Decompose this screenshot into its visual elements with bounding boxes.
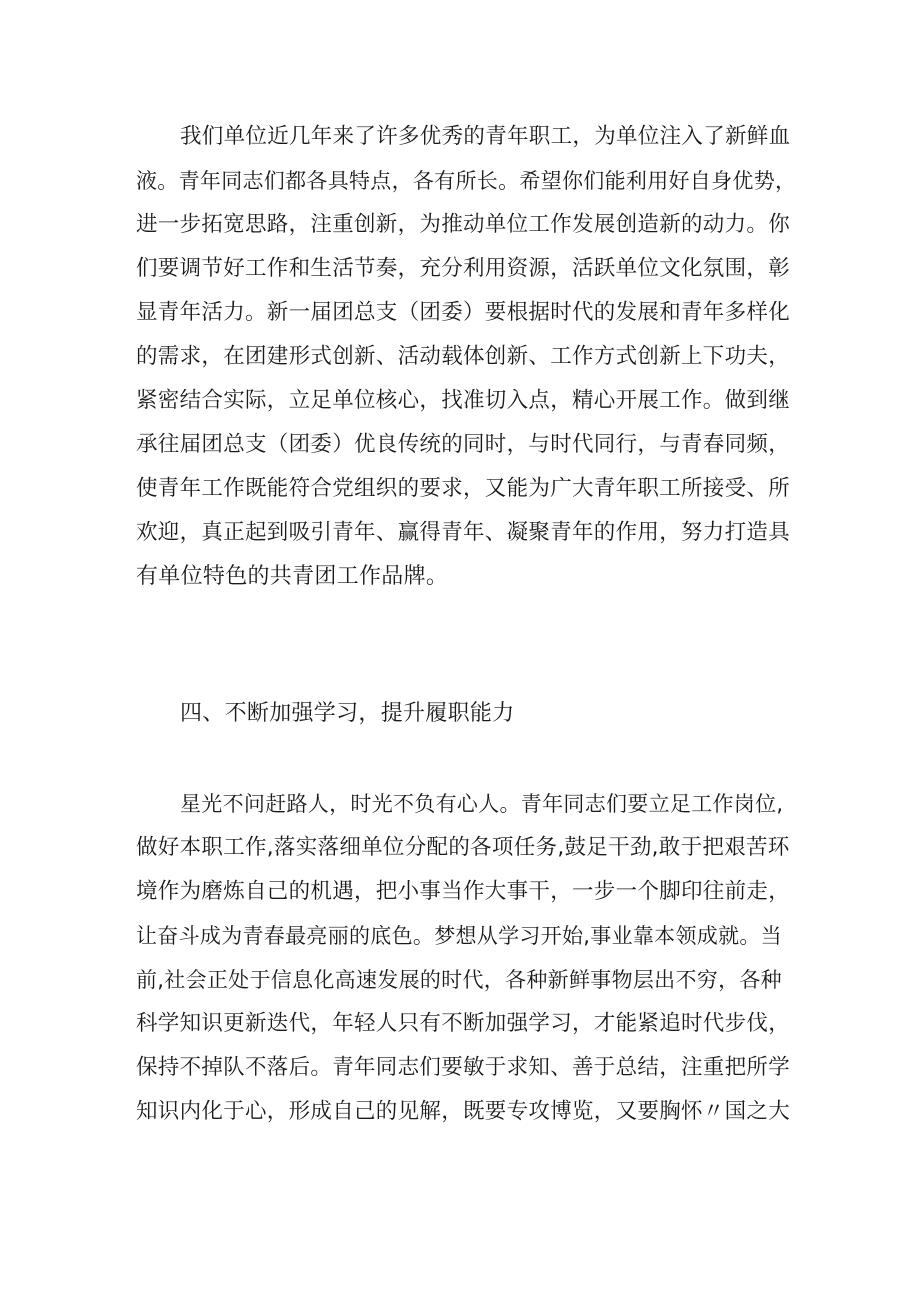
text-line: 们要调节好工作和生活节奏，充分利用资源，活跃单位文化氛围，彰	[136, 256, 791, 281]
text-line: 境作为磨炼自己的机遇，把小事当作大事干，一步一个脚印往前走，	[136, 879, 791, 904]
text-line: 紧密结合实际，立足单位核心，找准切入点，精心开展工作。做到继	[136, 388, 791, 413]
text-line: 我们单位近几年来了许多优秀的青年职工，为单位注入了新鲜血	[180, 124, 791, 149]
paragraph-learning	[136, 782, 796, 1134]
text-line: 显青年活力。新一届团总支（团委）要根据时代的发展和青年多样化	[136, 300, 791, 325]
text-line: 做好本职工作,落实落细单位分配的各项任务,鼓足干劲,敢于把艰苦环	[136, 835, 790, 860]
text-line: 前,社会正处于信息化高速发展的时代，各种新鲜事物层出不穷，各种	[136, 968, 782, 992]
text-line: 的需求，在团建形式创新、活动载体创新、工作方式创新上下功夫，	[136, 344, 791, 369]
text-line: 星光不问赶路人，时光不负有心人。青年同志们要立足工作岗位,	[180, 792, 784, 816]
paragraph-youth-workers	[136, 115, 796, 599]
text-line: 让奋斗成为青春最亮丽的底色。梦想从学习开始,事业靠本领成就。当	[136, 924, 782, 948]
text-line: 科学知识更新迭代，年轻人只有不断加强学习，才能紧追时代步伐，	[136, 1011, 791, 1036]
section-heading	[136, 692, 796, 736]
text-line: 保持不掉队不落后。青年同志们要敏于求知、善于总结，注重把所学	[136, 1055, 791, 1080]
text-line: 进一步拓宽思路，注重创新，为推动单位工作发展创造新的动力。你	[136, 212, 791, 237]
text-line: 承往届团总支（团委）优良传统的同时，与时代同行，与青春同频，	[136, 432, 791, 457]
text-line: 知识内化于心，形成自己的见解，既要专攻博览，又要胸怀〃国之大	[136, 1099, 791, 1124]
text-line: 有单位特色的共青团工作品牌。	[136, 564, 449, 589]
heading-text: 四、不断加强学习，提升履职能力	[180, 701, 515, 726]
text-line: 欢迎，真正起到吸引青年、赢得青年、凝聚青年的作用，努力打造具	[136, 520, 791, 545]
text-line: 液。青年同志们都各具特点，各有所长。希望你们能利用好自身优势，	[136, 169, 797, 193]
text-line: 使青年工作既能符合党组织的要求，又能为广大青年职工所接受、所	[136, 476, 791, 501]
